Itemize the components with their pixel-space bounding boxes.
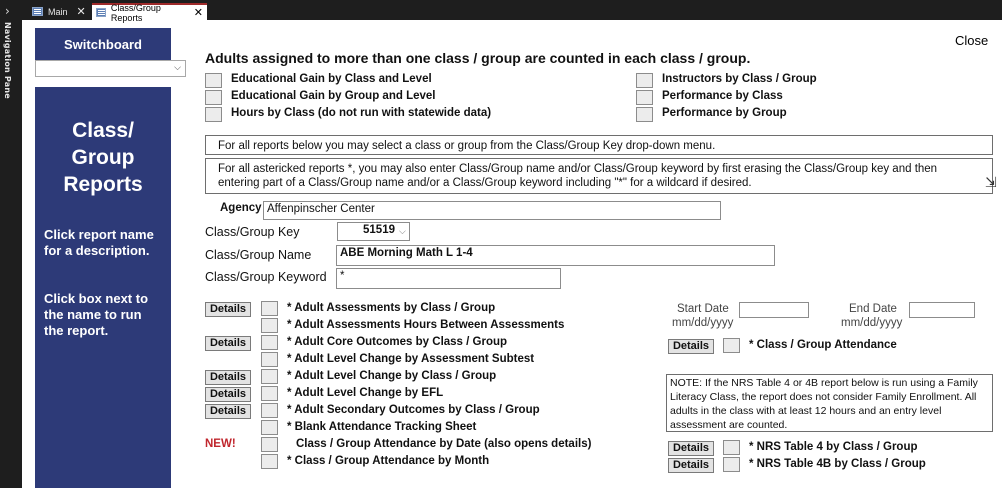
report-label[interactable]: Class / Group Attendance by Date (also opens details) [296, 438, 592, 450]
report-checkbox[interactable] [261, 386, 278, 401]
chevron-down-icon[interactable]: ⌵ [174, 63, 181, 73]
resize-cursor-icon: ⇲ [985, 175, 997, 191]
tab-label: Class/Group Reports [110, 2, 161, 23]
page-title: Class/ Group Reports [63, 119, 143, 196]
report-checkbox[interactable] [261, 352, 278, 367]
navigation-pane-label: Navigation Pane [3, 22, 12, 99]
report-checkbox[interactable] [261, 335, 278, 350]
agency-field[interactable]: Affenpinscher Center [263, 201, 721, 220]
new-badge: NEW! [205, 438, 236, 450]
details-button[interactable]: Details [668, 441, 714, 456]
report-label[interactable]: * Adult Assessments Hours Between Assessments [287, 319, 565, 331]
report-label[interactable]: Hours by Class (do not run with statewide data) [231, 107, 492, 119]
side-panel [35, 87, 171, 488]
close-button[interactable]: Close [955, 33, 989, 48]
start-date-field[interactable] [739, 302, 809, 318]
report-label[interactable]: * Class / Group Attendance [749, 339, 897, 351]
report-checkbox[interactable] [261, 454, 278, 469]
report-checkbox[interactable] [205, 107, 222, 122]
report-checkbox[interactable] [261, 318, 278, 333]
start-date-format: mm/dd/yyyy [672, 317, 734, 329]
class-group-key-label: Class/Group Key [205, 225, 300, 239]
end-date-format: mm/dd/yyyy [841, 317, 903, 329]
side-description-2: Click box next to the name to run the report. [44, 291, 149, 338]
report-label[interactable]: * Adult Assessments by Class / Group [287, 302, 496, 314]
report-checkbox[interactable] [261, 437, 278, 452]
side-description-1: Click report name for a description. [44, 227, 154, 258]
info-box-2: For all astericked reports *, you may also enter Class/Group name and/or Class/Group keyword by first erasing the Class/Group key and then entering part of a Class/Group name and/or a Class/Group keyword including "*" for a wildcard if desired. [205, 158, 993, 194]
report-label[interactable]: * Adult Level Change by Class / Group [287, 370, 497, 382]
tab-label: Main [48, 6, 68, 17]
report-checkbox[interactable] [261, 301, 278, 316]
class-group-keyword-field[interactable]: * [336, 268, 561, 289]
report-checkbox[interactable] [261, 369, 278, 384]
details-button[interactable]: Details [205, 404, 251, 419]
switchboard-combo[interactable] [35, 60, 186, 77]
agency-label: Agency [220, 202, 262, 214]
class-group-keyword-label: Class/Group Keyword [205, 270, 327, 284]
report-label[interactable]: * NRS Table 4B by Class / Group [749, 458, 926, 470]
report-checkbox[interactable] [205, 73, 222, 88]
report-label[interactable]: Educational Gain by Class and Level [231, 73, 432, 85]
chevron-right-icon[interactable]: › [5, 4, 10, 18]
report-checkbox[interactable] [723, 338, 740, 353]
report-label[interactable]: * Class / Group Attendance by Month [287, 455, 490, 467]
report-checkbox[interactable] [205, 90, 222, 105]
details-button[interactable]: Details [668, 339, 714, 354]
report-label[interactable]: Performance by Class [662, 90, 783, 102]
report-label[interactable]: Instructors by Class / Group [662, 73, 817, 85]
info-box-1: For all reports below you may select a class or group from the Class/Group Key drop-down menu. [205, 135, 993, 155]
report-checkbox[interactable] [723, 440, 740, 455]
heading: Adults assigned to more than one class / group are counted in each class / group. [205, 50, 751, 66]
details-button[interactable]: Details [668, 458, 714, 473]
report-checkbox[interactable] [636, 107, 653, 122]
details-button[interactable]: Details [205, 387, 251, 402]
tab-main[interactable] [28, 3, 90, 20]
form-icon [96, 8, 106, 17]
class-group-key-value: 51519 [363, 224, 395, 236]
report-label[interactable]: * NRS Table 4 by Class / Group [749, 441, 918, 453]
report-label[interactable]: Performance by Group [662, 107, 787, 119]
close-icon[interactable]: ✕ [76, 5, 86, 18]
report-checkbox[interactable] [636, 73, 653, 88]
report-label[interactable]: * Blank Attendance Tracking Sheet [287, 421, 477, 433]
report-label[interactable]: * Adult Level Change by EFL [287, 387, 444, 399]
report-checkbox[interactable] [261, 420, 278, 435]
navigation-pane[interactable] [0, 0, 22, 488]
switchboard-button[interactable]: Switchboard [35, 28, 171, 60]
report-label[interactable]: * Adult Core Outcomes by Class / Group [287, 336, 508, 348]
note-box: NOTE: If the NRS Table 4 or 4B report below is run using a Family Literacy Class, the report does not consider Family Enrollment. All adults in the class with at least 12 hours and an entry level assessment are counted. [666, 374, 993, 432]
report-label[interactable]: Educational Gain by Group and Level [231, 90, 436, 102]
chevron-down-icon[interactable]: ⌵ [399, 226, 406, 236]
close-icon[interactable]: ✕ [193, 6, 203, 19]
end-date-label: End Date [849, 303, 897, 315]
report-checkbox[interactable] [723, 457, 740, 472]
report-label[interactable]: * Adult Level Change by Assessment Subtest [287, 353, 535, 365]
end-date-field[interactable] [909, 302, 975, 318]
tab-bar [22, 0, 1002, 23]
report-checkbox[interactable] [261, 403, 278, 418]
report-label[interactable]: * Adult Secondary Outcomes by Class / Group [287, 404, 540, 416]
tab-class-group-reports[interactable] [92, 2, 207, 23]
details-button[interactable]: Details [205, 336, 251, 351]
report-checkbox[interactable] [636, 90, 653, 105]
form-icon [32, 7, 43, 16]
start-date-label: Start Date [677, 303, 729, 315]
class-group-name-label: Class/Group Name [205, 248, 312, 262]
details-button[interactable]: Details [205, 302, 251, 317]
class-group-name-field[interactable]: ABE Morning Math L 1-4 [336, 245, 775, 266]
details-button[interactable]: Details [205, 370, 251, 385]
